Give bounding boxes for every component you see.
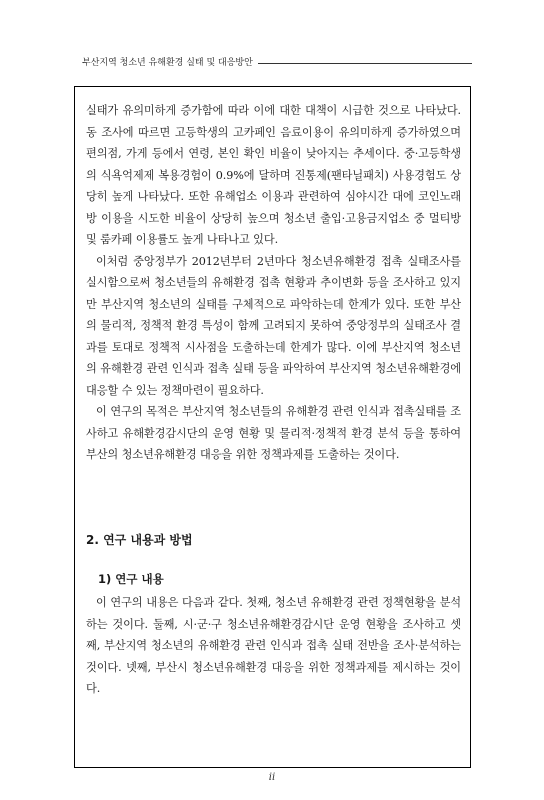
paragraph-3: 이 연구의 목적은 부산지역 청소년들의 유해환경 관련 인식과 접촉실태를 조사하고 유해환경감시단의 운영 현황 및 물리적·정책적 환경 분석 등을 통하여 부산의 청소년유해환경 대응을 위한 정책과제를 도출하는 것이다. [86, 405, 461, 461]
header-title: 부산지역 청소년 유해환경 실태 및 대응방안 [82, 58, 253, 68]
paragraph-4: 이 연구의 내용은 다음과 같다. 첫째, 청소년 유해환경 관련 정책현황을 분석하는 것이다. 둘째, 시·군·구 청소년유해환경감시단 운영 현황을 조사하고 셋째, 부산지역 청소년의 유해환경 관련 인식과 접촉 실태 전반을 조사·분석하는 것이다. 넷째, 부산시 청소년유해환경 대응을 위한 정책과제를 제시하는 것이다. [86, 596, 461, 695]
paragraph-1: 실태가 유의미하게 증가함에 따라 이에 대한 대책이 시급한 것으로 나타났다. 동 조사에 따르면 고등학생의 고카페인 음료이용이 유의미하게 증가하였으며 편의점, 가게 등에서 연령, 본인 확인 비율이 낮아지는 추세이다. 중·고등학생의 식욕억제제 복용경험이 0.9%에 달하며 진통제(팬타닐패치) 사용경험도 상당히 높게 나타났다. 또한 유해업소 이용과 관련하여 심야시간 대에 코인노래방 이용을 시도한 비율이 상당히 높으며 청소년 출입·고용금지업소 중 멀티방 및 룸카페 이용률도 높게 나타나고 있다. [86, 104, 461, 246]
page-number: ii [268, 772, 276, 783]
paragraph-2: 이처럼 중앙정부가 2012년부터 2년마다 청소년유해환경 접촉 실태조사를 실시함으로써 청소년들의 유해환경 접촉 현황과 추이변화 등을 조사하고 있지만 부산지역 청소년의 실태를 구체적으로 파악하는데 한계가 있다. 또한 부산의 물리적, 정책적 환경 특성이 함께 고려되지 못하여 중앙정부의 실태조사 결과를 토대로 정책적 시사점을 도출하는데 한계가 많다. 이에 부산지역 청소년의 유해환경 관련 인식과 접촉 실태 등을 파악하여 부산지역 청소년유해환경에 대응할 수 있는 정책마련이 필요하다. [86, 254, 461, 397]
section-title: 2. 연구 내용과 방법 [86, 533, 193, 547]
summary-bottom-text [86, 592, 461, 700]
summary-top-text [86, 100, 461, 466]
header-rule [258, 63, 472, 64]
running-header [82, 56, 472, 70]
subsection-title: 1) 연구 내용 [98, 572, 164, 586]
summary-box [74, 86, 471, 768]
